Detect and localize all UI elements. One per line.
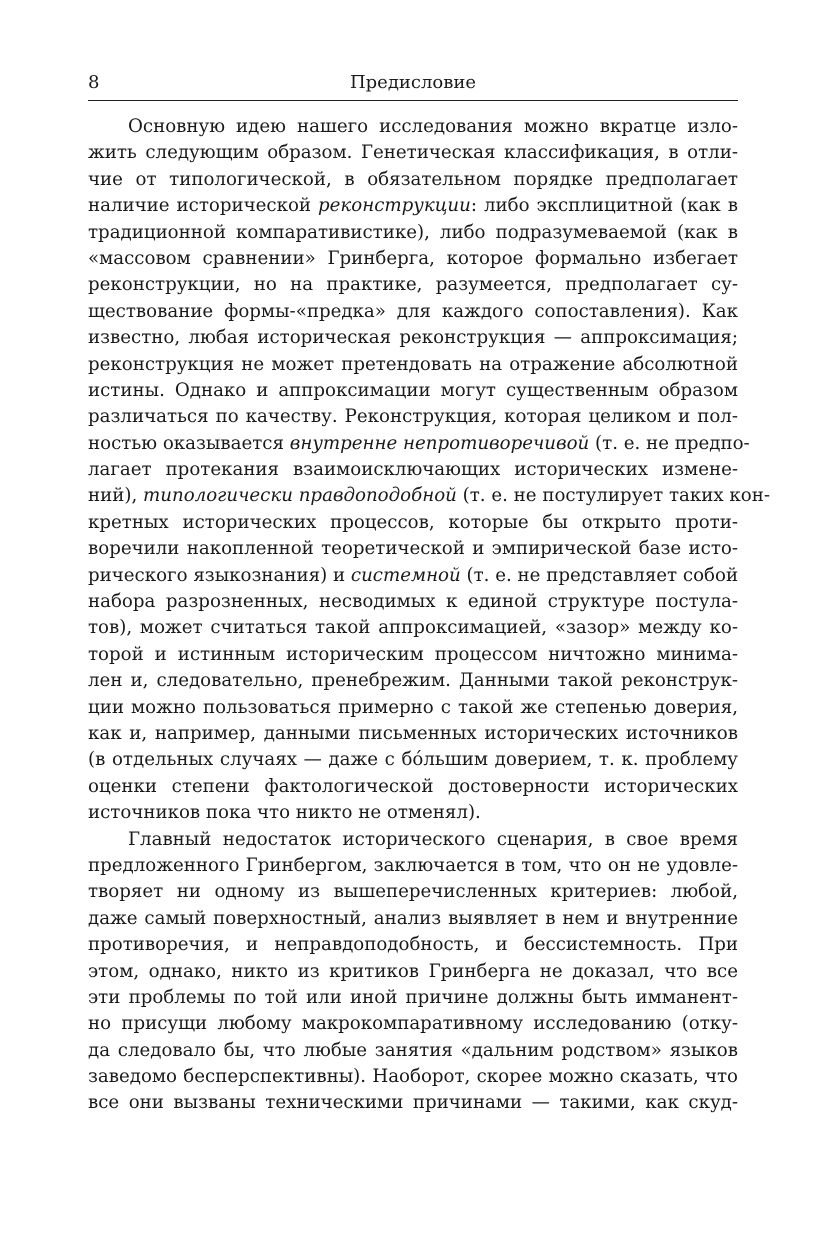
- text-line: [88, 853, 738, 879]
- italic-text: реконструкции: [318, 195, 471, 217]
- text-line: [88, 140, 738, 166]
- text-line: [88, 299, 738, 325]
- text-run: эти проблемы по той или иной причине должны быть имманент-: [88, 986, 738, 1008]
- text-line: [88, 906, 738, 932]
- text-run: реконструкция не может претендовать на отражение абсолютной: [88, 353, 738, 375]
- paragraph: [88, 827, 738, 1117]
- text-line: [88, 378, 738, 404]
- text-line: [88, 747, 738, 773]
- text-line: [88, 167, 738, 193]
- text-run: ний),: [88, 485, 144, 507]
- header-rule: [88, 100, 738, 101]
- text-run: (т. е. не постулирует таких кон-: [456, 485, 771, 507]
- running-title: Предисловие: [349, 72, 477, 93]
- text-line: [88, 563, 738, 589]
- text-run: творяет ни одному из вышеперечисленных критериев: любой,: [88, 881, 738, 903]
- text-line: [88, 246, 738, 272]
- text-run: (т. е. не предпо-: [589, 432, 750, 454]
- italic-text: внутренне непротиворечивой: [289, 432, 590, 454]
- text-run: лагает протекания взаимоисключающих исторических измене-: [88, 459, 738, 481]
- text-run: «массовом сравнении» Гринберга, которое формально избегает: [88, 247, 738, 269]
- text-run: источников пока что никто не отменял).: [88, 802, 481, 824]
- text-line: [88, 536, 738, 562]
- italic-text: типологически правдоподобной: [143, 485, 457, 507]
- text-run: Главный недостаток исторического сценария, в свое время: [128, 828, 738, 850]
- text-line: [88, 325, 738, 351]
- text-run: Основную идею нашего исследования можно вкратце изло-: [128, 116, 738, 137]
- text-run: набора разрозненных, несводимых к единой структуре постула-: [88, 591, 738, 613]
- text-run: лен и, следовательно, пренебрежим. Данными такой реконструк-: [88, 670, 738, 692]
- text-run: оценки степени фактологической достоверности исторических: [88, 775, 738, 797]
- text-line: [88, 932, 738, 958]
- text-line: [88, 668, 738, 694]
- text-run: (в отдельных случаях — даже с бóльшим доверием, т. к. проблему: [88, 749, 738, 771]
- text-line: [88, 404, 738, 430]
- text-run: : либо эксплицитной (как в: [470, 195, 738, 217]
- text-line: [88, 985, 738, 1011]
- text-line: [88, 220, 738, 246]
- text-line: [88, 695, 738, 721]
- text-line: [88, 272, 738, 298]
- text-run: истины. Однако и аппроксимации могут существенным образом: [88, 379, 738, 401]
- text-run: этом, однако, никто из критиков Гринберга не доказал, что все: [88, 960, 738, 982]
- text-run: наличие исторической: [88, 195, 319, 217]
- text-run: воречили накопленной теоретической и эмпирической базе исто-: [88, 538, 738, 560]
- text-run: традиционной компаративистике), либо подразумеваемой (как в: [88, 221, 738, 243]
- text-run: рического языкознания) и: [88, 564, 351, 586]
- text-run: даже самый поверхностный, анализ выявляет в нем и внутренние: [88, 907, 738, 929]
- text-line: [88, 589, 738, 615]
- text-run: заведомо бесперспективны). Наоборот, скорее можно сказать, что: [88, 1066, 738, 1088]
- text-line: [88, 431, 750, 457]
- text-run: противоречия, и неправдоподобность, и бессистемность. При: [88, 934, 738, 956]
- text-run: жить следующим образом. Генетическая классификация, в отли-: [88, 142, 738, 164]
- text-line: [88, 800, 738, 826]
- text-run: чие от типологической, в обязательном порядке предполагает: [88, 168, 738, 190]
- text-run: ции можно пользоваться примерно с такой же степенью доверия,: [88, 696, 738, 718]
- text-line: [88, 879, 738, 905]
- text-run: ностью оказывается: [88, 432, 290, 454]
- body-text: [88, 114, 771, 1117]
- italic-text: системной: [350, 564, 461, 586]
- text-run: все они вызваны техническими причинами — такими, как скуд-: [88, 1092, 738, 1114]
- text-line: [88, 352, 738, 378]
- running-header: [88, 72, 738, 94]
- text-line: [88, 1011, 738, 1037]
- text-line: [88, 642, 738, 668]
- text-run: как и, например, данными письменных исторических источников: [88, 722, 738, 744]
- text-run: реконструкции, но на практике, разумеется, предполагает су-: [88, 274, 738, 296]
- text-line: [88, 827, 738, 853]
- page-number: 8: [88, 72, 100, 93]
- text-line: [88, 193, 738, 219]
- paragraph: [88, 114, 771, 827]
- text-run: тов), может считаться такой аппроксимацией, «зазор» между ко-: [88, 617, 738, 639]
- text-run: (т. е. не представляет собой: [460, 564, 739, 586]
- text-line: [88, 483, 771, 509]
- text-run: известно, любая историческая реконструкция — аппроксимация;: [88, 327, 738, 349]
- text-run: различаться по качеству. Реконструкция, которая целиком и пол-: [88, 406, 738, 428]
- text-line: [88, 774, 738, 800]
- text-run: торой и истинным историческим процессом ничтожно минима-: [88, 643, 738, 665]
- text-line: [88, 1090, 738, 1116]
- text-line: [88, 615, 738, 641]
- text-run: ществование формы-«предка» для каждого сопоставления). Как: [88, 300, 738, 322]
- text-line: [88, 114, 738, 140]
- text-line: [88, 510, 738, 536]
- text-line: [88, 721, 738, 747]
- text-line: [88, 959, 738, 985]
- text-run: но присущи любому макрокомпаративному исследованию (отку-: [88, 1013, 738, 1035]
- text-run: да следовало бы, что любые занятия «дальним родством» языков: [88, 1039, 738, 1061]
- text-run: предложенного Гринбергом, заключается в том, что он не удовле-: [88, 854, 738, 876]
- text-line: [88, 1038, 738, 1064]
- text-run: кретных исторических процессов, которые бы открыто проти-: [88, 511, 738, 533]
- text-line: [88, 1064, 738, 1090]
- text-line: [88, 457, 738, 483]
